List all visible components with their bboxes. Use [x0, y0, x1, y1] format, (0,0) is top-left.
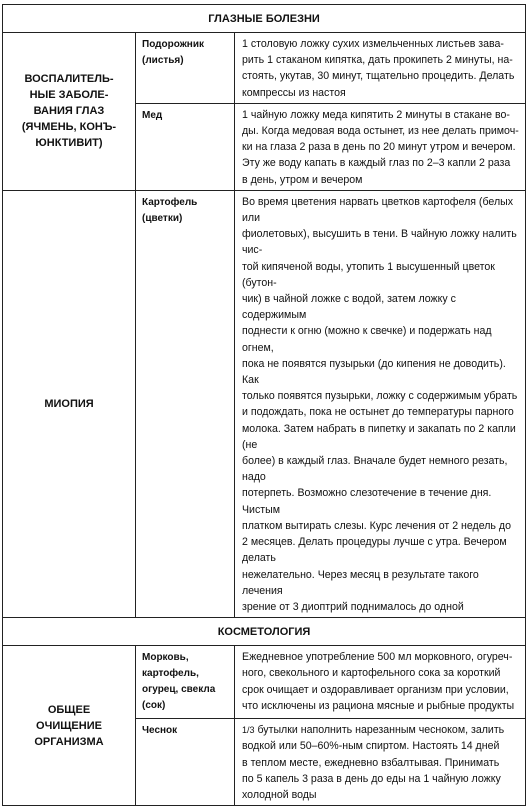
remedy-description: Ежедневное употребление 500 мл морковного, огуреч- ного, свекольного и картофельного сока за короткий срок очищает и оздоравливает организм при условии, что исключены из рациона мясные и рыбные продукты — [235, 646, 526, 719]
table-row — [3, 646, 526, 719]
section-header-eye-diseases — [3, 5, 526, 33]
remedy-name: Картофель (цветки) — [136, 190, 235, 617]
remedy-name: Морковь, картофель, огурец, свекла (сок) — [136, 646, 235, 719]
remedy-description: Во время цветения нарвать цветков картофеля (белых или фиолетовых), высушить в тени. В чайную ложку налить чис- той кипяченой воды, утопить 1 высушенный цветок (бутон- чик) в чайной ложке с водой, затем ложку с содержимым поднести к огню (можно к свечке) и подержать над огнем, пока не появятся пузырьки (до кипения не доводить). Как только появятся пузырьки, ложку с содержимым убрать и подождать, пока не остынет до температуры парного молока. Затем набрать в пипетку и закапать по 2 капли (не более) в каждый глаз. Вначале будет немного резать, надо потерпеть. Возможно слезотечение в течение дня. Чистым платком вытирать слезы. Курс лечения от 2 недель до 2 месяцев. Делать процедуры лучше с утра. Вечером делать нежелательно. Через месяц в результате такого лечения зрение от 3 диоптрий поднималось до одной — [235, 190, 526, 617]
remedy-description — [235, 719, 526, 806]
disease-name: МИОПИЯ — [3, 190, 136, 617]
remedy-description: 1 столовую ложку сухих измельченных листьев зава- рить 1 стаканом кипятка, дать прокипеть 2 минуты, на- стоять, укутав, 30 минут, тщательно процедить. Делать компрессы из настоя — [235, 33, 526, 104]
table-row — [3, 33, 526, 104]
remedy-name: Подорожник (листья) — [136, 33, 235, 104]
section-title: КОСМЕТОЛОГИЯ — [3, 618, 526, 646]
disease-name: ВОСПАЛИТЕЛЬ- НЫЕ ЗАБОЛЕ- ВАНИЯ ГЛАЗ (ЯЧМЕНЬ, КОНЪ- ЮНКТИВИТ) — [3, 33, 136, 191]
remedy-name: Чеснок — [136, 719, 235, 806]
remedy-name: Мед — [136, 103, 235, 190]
table-row — [3, 190, 526, 617]
remedy-description-text: бутылки наполнить нарезанным чесноком, залить водкой или 50–60%-ным спиртом. Настоять 14 дней в теплом месте, ежедневно взбалтывая. Принимать по 5 капель 3 раза в день до еды на 1 чайную ложку холодной воды — [242, 724, 505, 801]
remedies-table — [2, 4, 526, 806]
fraction-value: 1/3 — [242, 725, 255, 736]
section-title: ГЛАЗНЫЕ БОЛЕЗНИ — [3, 5, 526, 33]
remedy-description: 1 чайную ложку меда кипятить 2 минуты в стакане во- ды. Когда медовая вода остынет, из нее делать примоч- ки на глаза 2 раза в день по 20 минут утром и вечером. Эту же воду капать в каждый глаз по 2–3 капли 2 раза в день, утром и вечером — [235, 103, 526, 190]
disease-name: ОБЩЕЕ ОЧИЩЕНИЕ ОРГАНИЗМА — [3, 646, 136, 806]
section-header-cosmetology — [3, 618, 526, 646]
